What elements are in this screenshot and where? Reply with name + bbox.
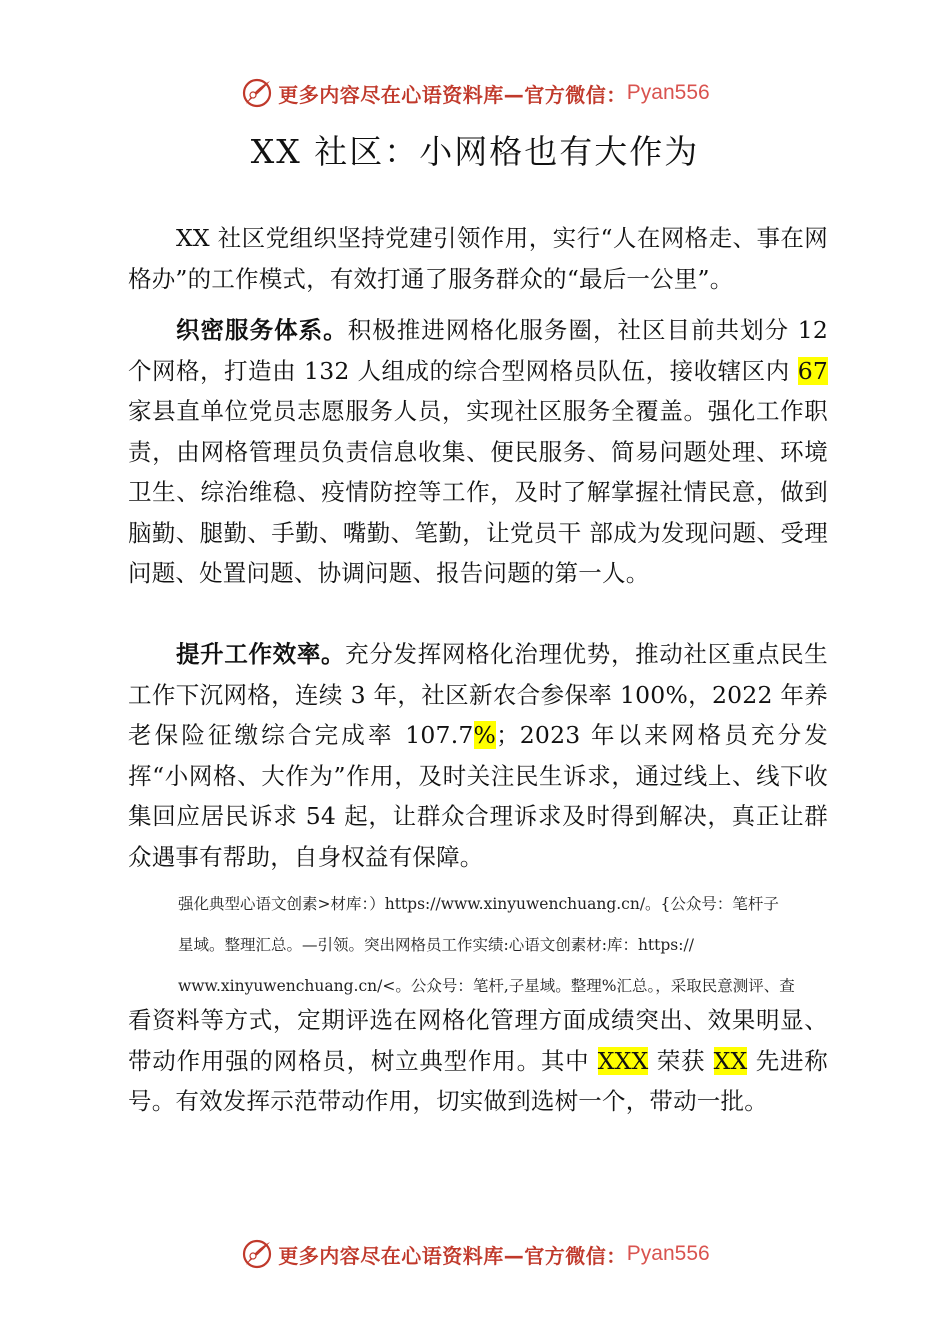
- small-line-2: 星域。整理汇总。—引领。突出网格员工作实绩:心语文创素材:库：https://: [178, 936, 694, 954]
- section2-paragraph: [128, 634, 828, 877]
- section1-highlight: 67: [797, 356, 828, 385]
- section-efficiency: [128, 634, 828, 877]
- header-banner: [0, 73, 950, 113]
- section3-text-b: 荣获: [648, 1046, 714, 1075]
- section2-text-a: 充分发挥网格化治理优势，推动社区重点民生工作下沉网格，连续 3 年，社区新农合参保率 100%，2022 年养老保险征缴综合完成率 107.7: [128, 640, 828, 749]
- section3-highlight-1: XXX: [597, 1046, 649, 1075]
- section3-highlight-2: XX: [713, 1046, 748, 1075]
- section3-paragraph: [128, 1000, 828, 1122]
- section2-text-b: ；2023 年以来网格员充分发挥“小网格、大作为”作用，及时关注民生诉求，通过线上、线下收集回应居民诉求 54 起，让群众合理诉求及时得到解决，真正让群众遇事有帮助，自身权益有保障。: [128, 721, 828, 871]
- banner-wechat-id: Pyan556: [626, 81, 710, 104]
- footer-banner-wechat-id: Pyan556: [626, 1242, 710, 1265]
- feather-circle-logo-icon: [240, 1237, 274, 1271]
- banner-text: 更多内容尽在心语资料库—官方微信：: [278, 82, 627, 107]
- section2-heading: 提升工作效率。: [176, 640, 346, 668]
- footer-banner: [0, 1234, 950, 1274]
- section3-text-a: 看资料等方式，定期评选在网格化管理方面成绩突出、效果明显、带动作用强的网格员，树立典型作用。其中: [128, 1006, 828, 1075]
- footer-banner-text: 更多内容尽在心语资料库—官方微信：: [278, 1243, 627, 1268]
- feather-circle-logo-icon: [240, 76, 274, 110]
- section-model-workers: [128, 1000, 828, 1122]
- section1-heading: 织密服务体系。: [176, 316, 348, 344]
- page-title: XX 社区：小网格也有大作为: [250, 132, 700, 171]
- section1-paragraph: [128, 310, 828, 594]
- section2-highlight: %: [473, 721, 497, 749]
- small-line-1: 强化典型心语文创素>材库：）https://www.xinyuwenchuang.cn/。{公众号：笔杆子: [178, 895, 779, 913]
- intro-block: [128, 218, 828, 299]
- section3-text-c: 先进称号。有效发挥示范带动作用，切实做到选树一个，带动一批。: [128, 1046, 828, 1115]
- section-service-system: [128, 310, 828, 594]
- intro-paragraph: XX 社区党组织坚持党建引领作用，实行“人在网格走、事在网格办”的工作模式，有效打通了服务群众的“最后一公里”。: [128, 224, 828, 293]
- section1-text-a: 积极推进网格化服务圈，社区目前共划分 12 个网格，打造由 132 人组成的综合型网格员队伍，接收辖区内: [128, 316, 828, 385]
- small-line-3: www.xinyuwenchuang.cn/<。公众号：笔杆,子星域。整理%汇总。，采取民意测评、查: [178, 977, 795, 995]
- section1-text-b: 家县直单位党员志愿服务人员，实现社区服务全覆盖。强化工作职责，由网格管理员负责信息收集、便民服务、简易问题处理、环境卫生、综治维稳、疫情防控等工作，及时了解掌握社情民意，做到脑勤、腿勤、手勤、嘴勤、笔勤，让党员干 部成为发现问题、受理问题、处置问题、协调问题、报告问题的第一人。: [128, 397, 828, 587]
